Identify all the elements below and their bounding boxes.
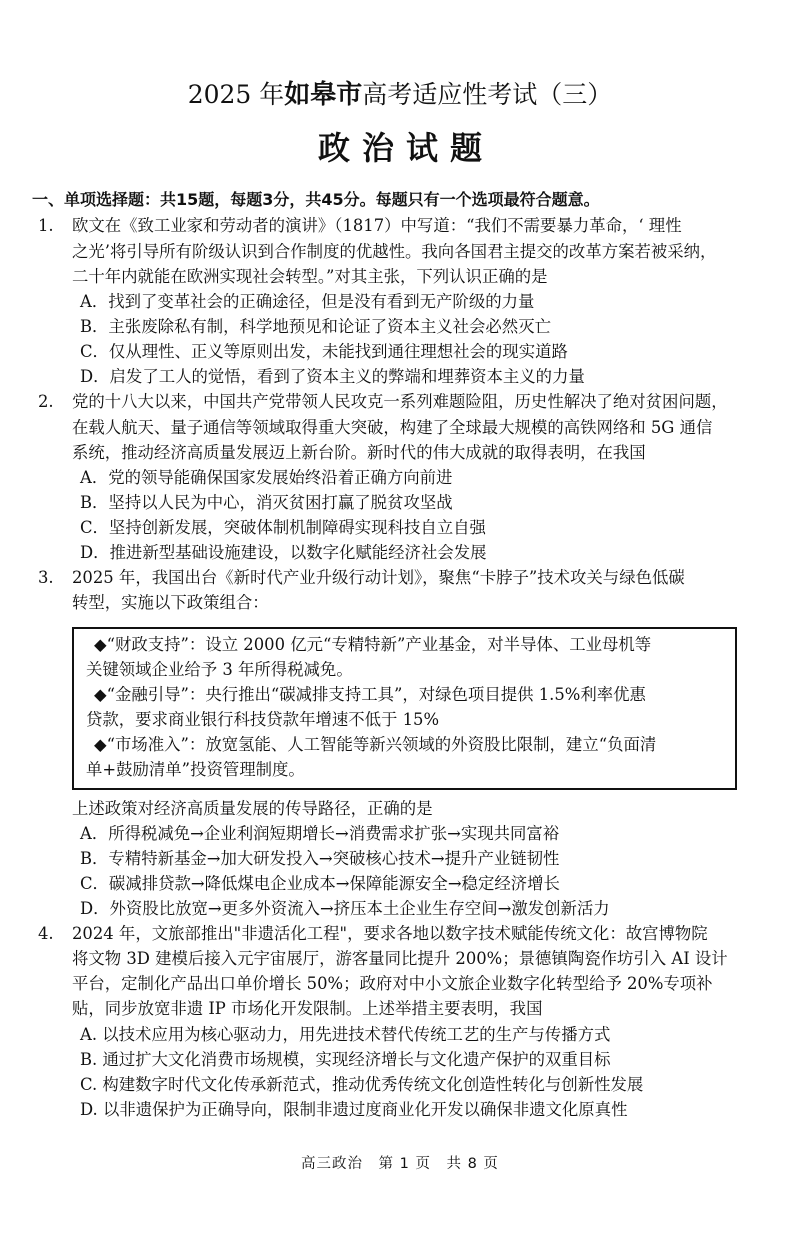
question-2-option-d: D．推进新型基础设施建设，以数字化赋能经济社会发展 xyxy=(80,543,487,562)
question-3-option-b: B．专精特新基金→加大研发投入→突破核心技术→提升产业链韧性 xyxy=(80,849,560,868)
question-4-stem-line: 平台，定制化产品出口单价增长 50%；政府对中小文旅企业数字化转型给予 20%专项补 xyxy=(72,974,713,993)
section-heading: 一、单项选择题：共15题，每题3分，共45分。每题只有一个选项最符合题意。 xyxy=(32,190,600,209)
question-4-option-c: C. 构建数字时代文化传承新范式，推动优秀传统文化创造性转化与创新性发展 xyxy=(80,1075,644,1094)
question-1-option-b: B．主张废除私有制，科学地预见和论证了资本主义社会必然灭亡 xyxy=(80,317,551,336)
policy-box-line: 贷款，要求商业银行科技贷款年增速不低于 15% xyxy=(86,710,440,729)
question-3-option-a: A．所得税减免→企业利润短期增长→消费需求扩张→实现共同富裕 xyxy=(80,824,560,843)
question-4-stem-line: 2024 年，文旅部推出"非遗活化工程"，要求各地以数字技术赋能传统文化：故宫博物院 xyxy=(72,924,708,943)
policy-box-line: 单+鼓励清单”投资管理制度。 xyxy=(86,760,305,779)
question-2-option-b: B．坚持以人民为中心，消灭贫困打赢了脱贫攻坚战 xyxy=(80,493,453,512)
question-2-stem-line: 在载人航天、量子通信等领域取得重大突破，构建了全球最大规模的高铁网络和 5G 通信 xyxy=(72,418,713,437)
question-2-option-a: A．党的领导能确保国家发展始终沿着正确方向前进 xyxy=(80,468,453,487)
question-1-stem-line: 二十年内就能在欧洲实现社会转型。”对其主张，下列认识正确的是 xyxy=(72,267,548,286)
question-2-stem-line: 党的十八大以来，中国共产党带领人民攻克一系列难题险阻，历史性解决了绝对贫困问题， xyxy=(72,392,728,411)
question-4-stem-line: 贴，同步放宽非遗 IP 市场化开发限制。上述举措主要表明，我国 xyxy=(72,999,543,1018)
title-exam: 高考适应性考试（三） xyxy=(362,80,613,109)
policy-box-line: ◆“财政支持”：设立 2000 亿元“专精特新”产业基金，对半导体、工业母机等 xyxy=(94,635,652,654)
question-3-option-d: D．外资股比放宽→更多外资流入→挤压本土企业生存空间→激发创新活力 xyxy=(80,899,610,918)
question-4-option-d: D. 以非遗保护为正确导向，限制非遗过度商业化开发以确保非遗文化原真性 xyxy=(80,1100,628,1119)
exam-title xyxy=(0,78,800,112)
title-city: 如皋市 xyxy=(284,80,363,110)
question-1-stem-line: 欧文在《致工业家和劳动者的演讲》（1817）中写道：“我们不需要暴力革命，‘ 理性 xyxy=(72,216,682,235)
question-1-option-a: A．找到了变革社会的正确途径，但是没有看到无产阶级的力量 xyxy=(80,292,535,311)
policy-box-line: ◆“市场准入”：放宽氢能、人工智能等新兴领域的外资股比限制，建立“负面清 xyxy=(94,735,657,754)
question-4-stem-line: 将文物 3D 建模后接入元宇宙展厅，游客量同比提升 200%；景德镇陶瓷作坊引入 AI 设计 xyxy=(72,949,728,968)
page-footer: 高三政治 第 1 页 共 8 页 xyxy=(301,1156,499,1172)
question-3-prompt: 上述政策对经济高质量发展的传导路径，正确的是 xyxy=(72,799,433,818)
subject-title: 政治试题 xyxy=(317,129,494,167)
question-1-option-c: C．仅从理性、正义等原则出发，未能找到通往理想社会的现实道路 xyxy=(80,342,568,361)
policy-box-line: 关键领域企业给予 3 年所得税减免。 xyxy=(86,660,353,679)
question-2-option-c: C．坚持创新发展，突破体制机制障碍实现科技自立自强 xyxy=(80,518,486,537)
title-year: 2025 年 xyxy=(187,80,285,109)
question-1-stem-line: 之光’将引导所有阶级认识到合作制度的优越性。我向各国君主提交的改革方案若被采纳， xyxy=(72,242,717,261)
question-4-number: 4. xyxy=(38,924,54,943)
question-1-option-d: D．启发了工人的觉悟，看到了资本主义的弊端和埋葬资本主义的力量 xyxy=(80,367,585,386)
question-4-option-b: B. 通过扩大文化消费市场规模，实现经济增长与文化遗产保护的双重目标 xyxy=(80,1050,611,1069)
question-4-option-a: A. 以技术应用为核心驱动力，用先进技术替代传统工艺的生产与传播方式 xyxy=(80,1025,611,1044)
question-3-option-c: C．碳减排贷款→降低煤电企业成本→保障能源安全→稳定经济增长 xyxy=(80,874,560,893)
question-3-stem-line: 转型，实施以下政策组合： xyxy=(72,593,269,612)
question-2-stem-line: 系统，推动经济高质量发展迈上新台阶。新时代的伟大成就的取得表明，在我国 xyxy=(72,443,646,462)
policy-box-line: ◆“金融引导”：央行推出“碳减排支持工具”，对绿色项目提供 1.5%利率优惠 xyxy=(94,685,646,704)
question-3-stem-line: 2025 年，我国出台《新时代产业升级行动计划》，聚焦“卡脖子”技术攻关与绿色低碳 xyxy=(72,568,685,587)
question-2-number: 2. xyxy=(38,392,54,411)
question-1-number: 1. xyxy=(38,216,54,235)
question-3-number: 3. xyxy=(38,568,54,587)
